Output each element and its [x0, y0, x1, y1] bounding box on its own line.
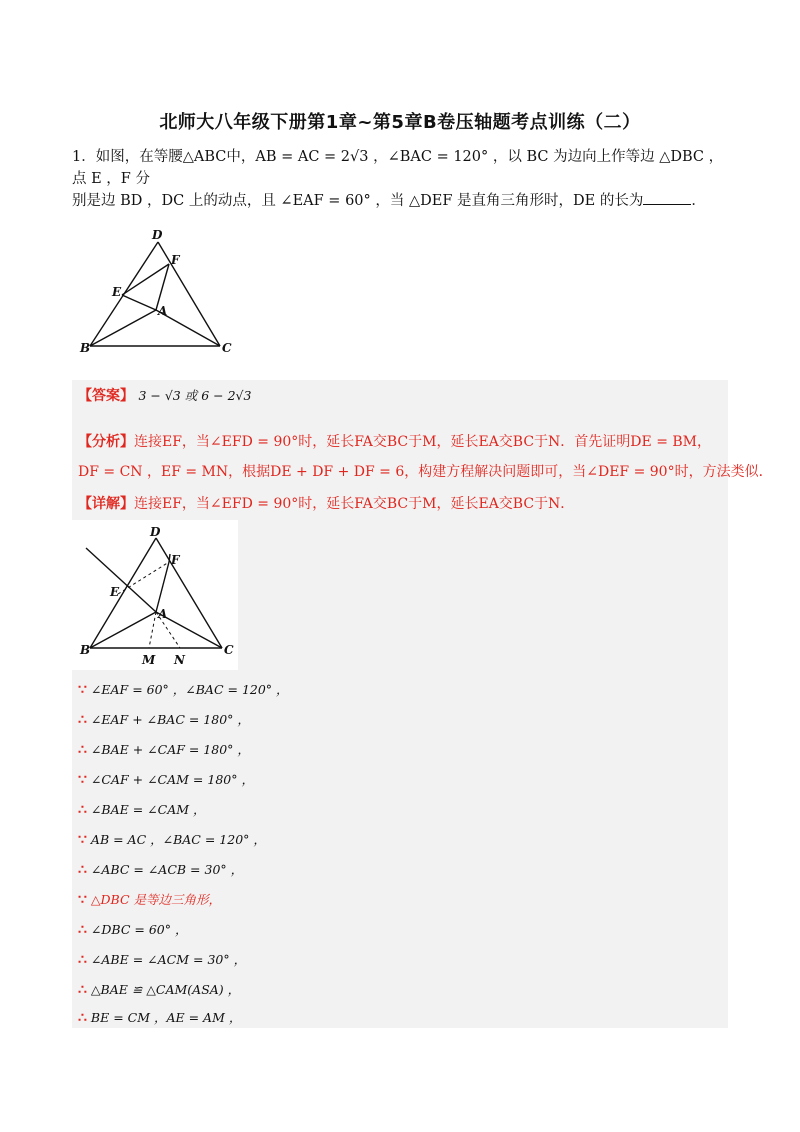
label-E: E — [110, 585, 120, 599]
proof-text: ∠ABC = ∠ACB = 30° ， — [90, 862, 244, 877]
proof-symbol: ∴ — [78, 712, 87, 728]
proof-symbol: ∴ — [78, 1010, 87, 1026]
proof-symbol: ∴ — [78, 952, 87, 968]
question-line-2-text: 别是边 BD ，DC 上的动点，且 ∠EAF = 60° ，当 △DEF 是直角三角形时，DE 的长为 — [72, 193, 644, 209]
answer-blank — [643, 192, 691, 205]
detail-tag: 【详解】 — [78, 496, 134, 512]
proof-symbol: ∴ — [78, 922, 87, 938]
proof-step — [78, 920, 187, 940]
edge-EA — [122, 295, 156, 310]
proof-step — [78, 740, 250, 760]
detail-line-1 — [78, 494, 574, 514]
label-E: E — [112, 285, 122, 299]
edge-BA — [90, 612, 156, 648]
proof-step — [78, 890, 221, 910]
question-line-1: 1．如图，在等腰△ABC中，AB = AC = 2√3 ，∠BAC = 120° ，以 BC 为边向上作等边 △DBC ，点 E ，F 分 — [72, 149, 724, 187]
proof-text: ∠BAE = ∠CAM ， — [90, 802, 206, 817]
label-D: D — [150, 525, 161, 539]
proof-text: ∠DBC = 60° ， — [90, 922, 188, 937]
proof-step — [78, 800, 206, 820]
proof-text: AB = AC ，∠BAC = 120° ， — [90, 832, 266, 847]
label-M: M — [142, 653, 156, 667]
proof-symbol: ∵ — [78, 682, 87, 698]
proof-text: ∠ABE = ∠ACM = 30° ， — [90, 952, 247, 967]
proof-step — [78, 1008, 241, 1028]
proof-text: △BAE ≌ △CAM(ASA) ， — [90, 982, 241, 997]
proof-step — [78, 950, 246, 970]
label-B: B — [80, 643, 91, 657]
label-C: C — [222, 341, 232, 355]
proof-step — [78, 710, 250, 730]
label-F: F — [171, 253, 180, 267]
proof-symbol: ∵ — [78, 772, 87, 788]
figure-2 — [72, 520, 238, 670]
dashed-AM — [149, 612, 156, 648]
line-through-EA — [86, 548, 156, 612]
analysis-line-2: DF = CN ，EF = MN，根据DE + DF + DF = 6，构建方程解决问题即可，当∠DEF = 90°时，方法类似． — [78, 464, 773, 480]
proof-step — [78, 860, 243, 880]
proof-symbol: ∴ — [78, 742, 87, 758]
analysis-line-1 — [78, 432, 711, 452]
proof-symbol: ∵ — [78, 832, 87, 848]
question-line-2 — [72, 190, 730, 212]
proof-symbol: ∴ — [78, 982, 87, 998]
edge-F-ext — [169, 554, 170, 562]
figure-1 — [76, 224, 236, 364]
proof-symbol: ∵ — [78, 892, 87, 908]
edge-DC — [156, 538, 222, 648]
edge-DC — [158, 242, 220, 346]
label-C: C — [224, 643, 234, 657]
question-line-2-end: ． — [691, 193, 706, 209]
proof-symbol: ∴ — [78, 802, 87, 818]
proof-text: △DBC 是等边三角形， — [90, 892, 222, 907]
proof-text: ∠EAF = 60° ，∠BAC = 120° ， — [90, 682, 289, 697]
answer-value: 3 − √3 或 6 − 2√3 — [138, 388, 252, 403]
edge-BA — [90, 310, 156, 346]
label-N: N — [174, 653, 185, 667]
analysis-tag: 【分析】 — [78, 434, 134, 450]
label-A: A — [158, 304, 168, 318]
proof-step — [78, 770, 254, 790]
proof-text: BE = CM ，AE = AM ， — [90, 1010, 242, 1025]
analysis-text-1: 连接EF，当∠EFD = 90°时，延长FA交BC于M，延长EA交BC于N．首先证明DE = BM， — [134, 434, 712, 450]
proof-text: ∠CAF + ∠CAM = 180° ， — [90, 772, 254, 787]
proof-text: ∠EAF + ∠BAC = 180° ， — [90, 712, 250, 727]
label-B: B — [80, 341, 91, 355]
label-D: D — [152, 228, 163, 242]
proof-step — [78, 680, 289, 700]
proof-text: ∠BAE + ∠CAF = 180° ， — [90, 742, 250, 757]
proof-symbol: ∴ — [78, 862, 87, 878]
detail-text-1: 连接EF，当∠EFD = 90°时，延长FA交BC于M，延长EA交BC于N． — [134, 496, 575, 512]
edge-FA — [156, 562, 169, 612]
proof-step — [78, 830, 266, 850]
label-F: F — [171, 553, 180, 567]
answer-tag: 【答案】 — [78, 388, 134, 404]
page-title: 北师大八年级下册第1章~第5章B卷压轴题考点训练（二） — [159, 112, 641, 133]
edge-DB — [90, 538, 156, 648]
proof-step — [78, 980, 240, 1000]
answer-line — [78, 386, 251, 406]
label-A: A — [158, 607, 168, 621]
